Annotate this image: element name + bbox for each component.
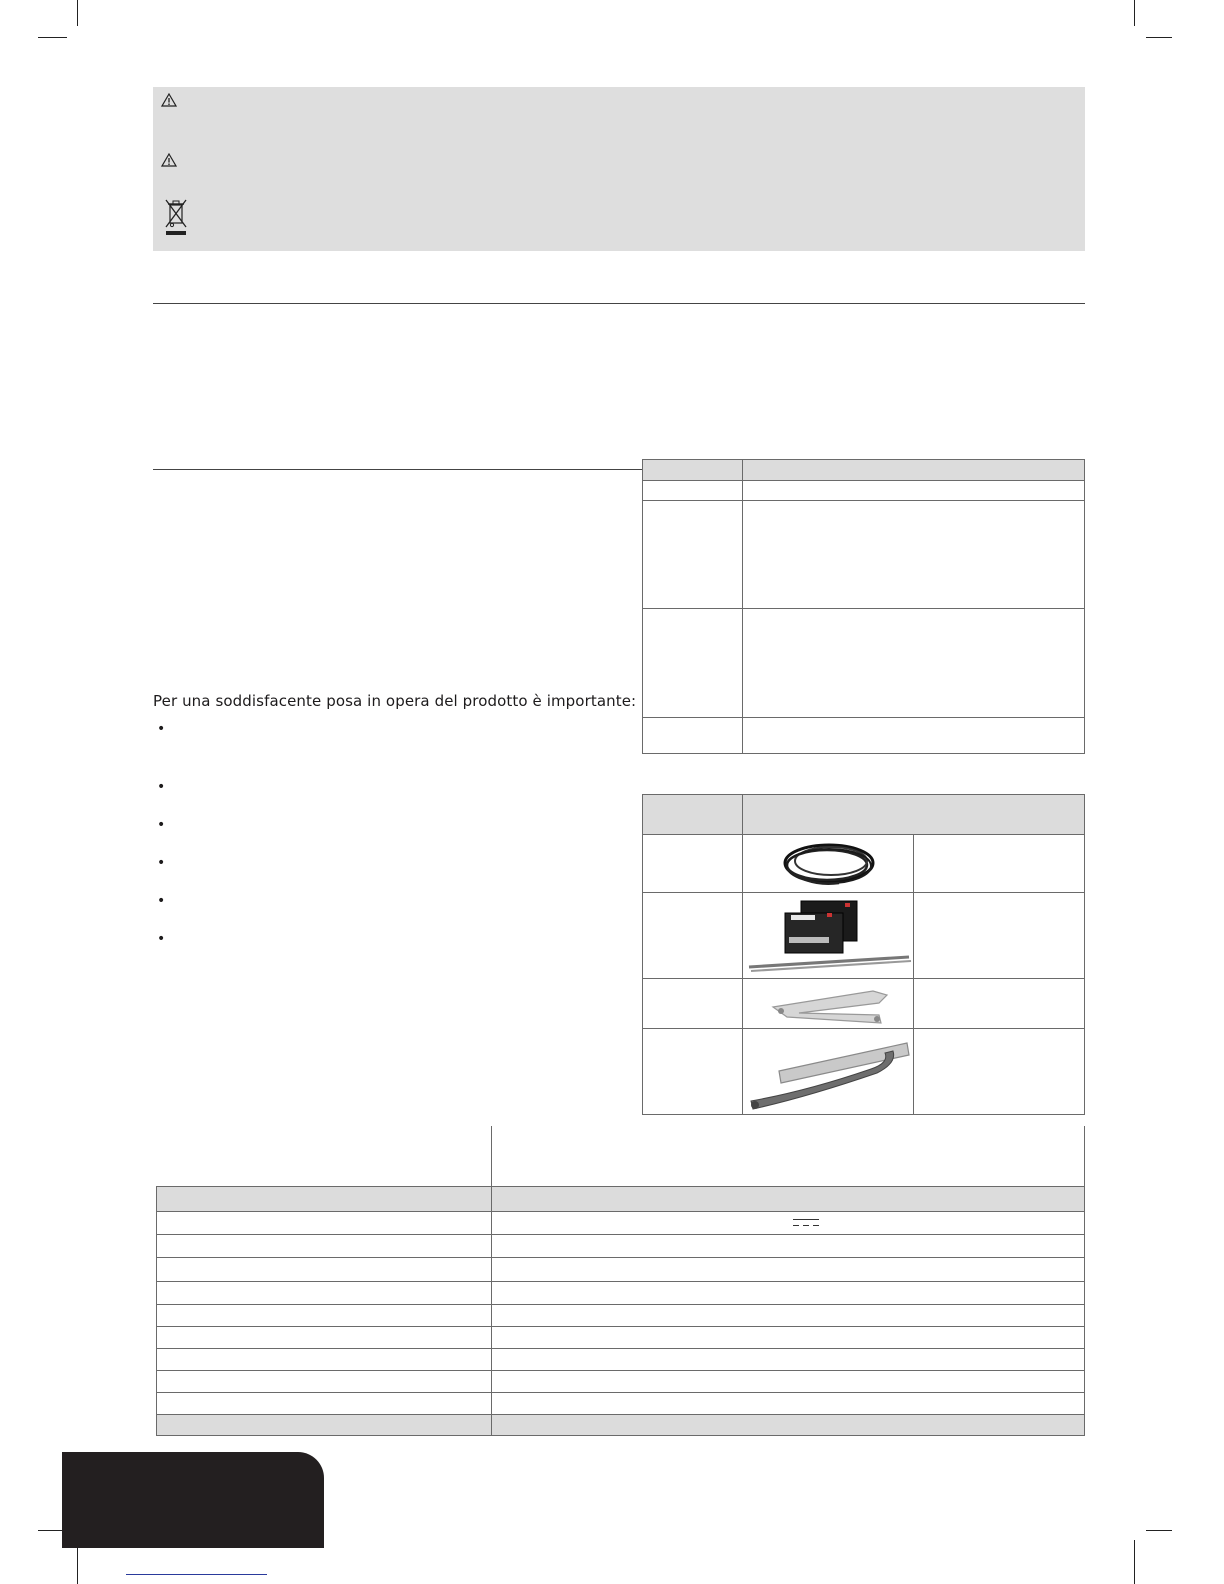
warning-triangle-icon bbox=[161, 153, 177, 167]
table-cell bbox=[492, 1371, 1085, 1393]
table-cell bbox=[914, 1029, 1085, 1115]
battery-pack-image bbox=[745, 895, 913, 977]
list-bullet: • bbox=[157, 931, 166, 947]
warning-panel bbox=[153, 87, 1085, 251]
table-header-cell bbox=[743, 460, 1085, 481]
footer-link[interactable] bbox=[126, 1574, 267, 1575]
table-cell bbox=[157, 1305, 492, 1327]
header-box-divider bbox=[1084, 1126, 1085, 1186]
table-cell bbox=[492, 1258, 1085, 1282]
list-bullet: • bbox=[157, 721, 166, 737]
table-cell bbox=[492, 1349, 1085, 1371]
header-box-divider bbox=[491, 1126, 492, 1186]
list-bullet: • bbox=[157, 855, 166, 871]
installation-intro: Per una soddisfacente posa in opera del prodotto è importante: bbox=[153, 692, 637, 710]
table-cell bbox=[157, 1258, 492, 1282]
table-cell bbox=[643, 481, 743, 501]
accessory-image-cell bbox=[743, 893, 914, 979]
crop-mark bbox=[1146, 1530, 1172, 1531]
accessory-image-cell bbox=[743, 835, 914, 893]
table-cell bbox=[643, 718, 743, 754]
table-header-cell bbox=[643, 795, 743, 835]
table-cell bbox=[492, 1327, 1085, 1349]
section-divider bbox=[153, 469, 642, 470]
table-cell bbox=[914, 835, 1085, 893]
dc-symbol bbox=[793, 1218, 819, 1228]
crop-mark bbox=[38, 37, 67, 38]
cable-coil-image bbox=[779, 839, 879, 889]
table-cell bbox=[643, 1029, 743, 1115]
table-cell bbox=[157, 1282, 492, 1305]
table-cell bbox=[743, 609, 1085, 718]
table-cell bbox=[743, 718, 1085, 754]
table-cell bbox=[492, 1212, 1085, 1235]
table-cell bbox=[743, 501, 1085, 609]
crop-mark bbox=[1146, 37, 1172, 38]
table-cell bbox=[492, 1415, 1085, 1436]
table-header-cell bbox=[743, 795, 1085, 835]
table-cell bbox=[643, 979, 743, 1029]
table-header-cell bbox=[157, 1187, 492, 1212]
warning-triangle-icon bbox=[161, 93, 177, 107]
table-cell bbox=[914, 979, 1085, 1029]
table-header-cell bbox=[492, 1187, 1085, 1212]
list-bullet: • bbox=[157, 779, 166, 795]
section-divider bbox=[153, 303, 1085, 304]
table-cell bbox=[157, 1415, 492, 1436]
accessory-image-cell bbox=[743, 1029, 914, 1115]
table-cell bbox=[492, 1282, 1085, 1305]
crossed-bin-icon bbox=[163, 198, 189, 238]
specs-table bbox=[156, 1186, 1085, 1436]
table-cell bbox=[643, 609, 743, 718]
sliding-arm-image bbox=[747, 1033, 913, 1113]
table-cell bbox=[643, 835, 743, 893]
table-cell bbox=[157, 1327, 492, 1349]
table-cell bbox=[157, 1371, 492, 1393]
table-header-cell bbox=[643, 460, 743, 481]
accessories-table bbox=[642, 794, 1085, 1115]
list-bullet: • bbox=[157, 817, 166, 833]
accessory-image-cell bbox=[743, 979, 914, 1029]
table-cell bbox=[492, 1235, 1085, 1258]
table-cell bbox=[643, 501, 743, 609]
crop-mark bbox=[77, 0, 78, 26]
crop-mark bbox=[1134, 1540, 1135, 1584]
table-cell bbox=[157, 1393, 492, 1415]
page-number-tab bbox=[62, 1452, 324, 1548]
table-cell bbox=[492, 1305, 1085, 1327]
table-cell bbox=[157, 1235, 492, 1258]
table-cell bbox=[157, 1349, 492, 1371]
table-cell bbox=[157, 1212, 492, 1235]
table-cell bbox=[914, 893, 1085, 979]
list-bullet: • bbox=[157, 893, 166, 909]
arm-bracket-image bbox=[769, 985, 893, 1025]
table-cell bbox=[492, 1393, 1085, 1415]
crop-mark bbox=[1134, 0, 1135, 26]
table-cell bbox=[643, 893, 743, 979]
info-table bbox=[642, 459, 1085, 754]
table-cell bbox=[743, 481, 1085, 501]
